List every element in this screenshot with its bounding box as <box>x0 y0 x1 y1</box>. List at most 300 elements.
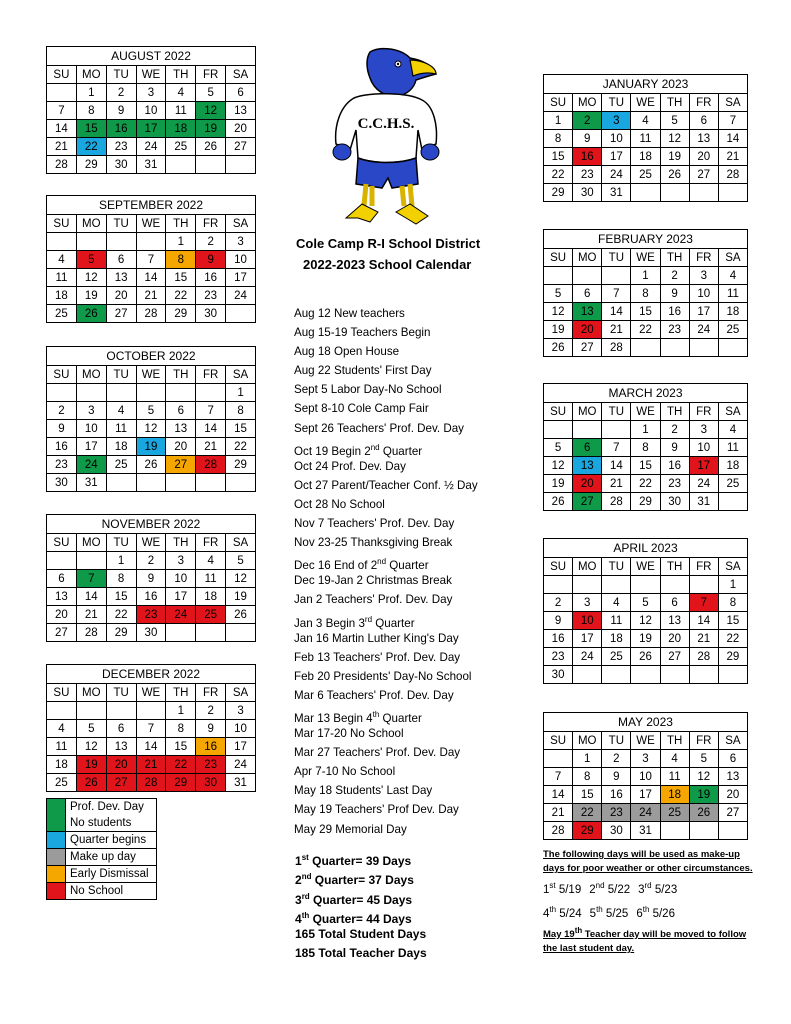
day-cell: 26 <box>76 774 106 792</box>
day-cell: 17 <box>76 438 106 456</box>
day-cell: 30 <box>136 624 166 642</box>
makeup-day: 2nd 5/22 <box>589 881 631 896</box>
day-cell: 25 <box>106 456 136 474</box>
weekday-header: SA <box>226 534 256 552</box>
day-cell: 22 <box>631 321 660 339</box>
day-cell: 21 <box>47 138 77 156</box>
day-cell: 2 <box>660 267 689 285</box>
day-cell: 3 <box>76 402 106 420</box>
color-legend <box>46 798 157 900</box>
day-cell: 14 <box>718 130 747 148</box>
legend-label: No School <box>66 883 157 900</box>
day-cell: 29 <box>76 156 106 174</box>
day-cell: 11 <box>631 130 660 148</box>
day-cell: 24 <box>166 606 196 624</box>
day-cell: 8 <box>106 570 136 588</box>
day-cell: 5 <box>226 552 256 570</box>
quarter-item: 2nd Quarter= 37 Days <box>295 872 414 888</box>
day-cell: 9 <box>196 251 226 269</box>
empty-cell <box>602 267 631 285</box>
makeup-days-section <box>543 848 758 956</box>
weekday-header: SU <box>544 249 573 267</box>
day-cell: 28 <box>602 493 631 511</box>
day-cell: 24 <box>631 804 660 822</box>
empty-cell <box>573 421 602 439</box>
day-cell: 1 <box>573 750 602 768</box>
weekday-header: SU <box>47 534 77 552</box>
day-cell: 15 <box>106 588 136 606</box>
day-cell: 9 <box>136 570 166 588</box>
day-cell: 31 <box>226 774 256 792</box>
day-cell: 25 <box>718 475 747 493</box>
day-cell: 15 <box>166 269 196 287</box>
day-cell: 27 <box>573 339 602 357</box>
empty-cell <box>196 624 226 642</box>
weekday-header: TU <box>602 403 631 421</box>
day-cell: 22 <box>226 438 256 456</box>
day-cell: 14 <box>602 303 631 321</box>
weekday-header: MO <box>76 684 106 702</box>
day-cell: 7 <box>136 251 166 269</box>
day-cell: 12 <box>660 130 689 148</box>
weekday-header: SA <box>226 366 256 384</box>
day-cell: 28 <box>196 456 226 474</box>
month-title: FEBRUARY 2023 <box>544 230 748 249</box>
day-cell: 9 <box>47 420 77 438</box>
calendar-october-2022 <box>46 346 256 492</box>
day-cell: 27 <box>106 305 136 323</box>
day-cell: 20 <box>106 287 136 305</box>
day-cell: 15 <box>226 420 256 438</box>
day-cell: 9 <box>196 720 226 738</box>
day-cell: 11 <box>47 269 77 287</box>
weekday-header: MO <box>573 94 602 112</box>
day-cell: 25 <box>196 606 226 624</box>
empty-cell <box>226 156 256 174</box>
day-cell: 11 <box>47 738 77 756</box>
weekday-header: SA <box>718 249 747 267</box>
day-cell: 27 <box>166 456 196 474</box>
day-cell: 2 <box>47 402 77 420</box>
day-cell: 20 <box>47 606 77 624</box>
day-cell: 6 <box>573 439 602 457</box>
day-cell: 19 <box>196 120 226 138</box>
day-cell: 27 <box>660 648 689 666</box>
weekday-header: MO <box>573 732 602 750</box>
day-cell: 2 <box>544 594 573 612</box>
day-cell: 20 <box>573 475 602 493</box>
weekday-header: WE <box>136 534 166 552</box>
weekday-header: WE <box>631 403 660 421</box>
weekday-header: SU <box>544 94 573 112</box>
day-cell: 30 <box>106 156 136 174</box>
weekday-header: FR <box>196 366 226 384</box>
day-cell: 9 <box>602 768 631 786</box>
weekday-header: MO <box>76 366 106 384</box>
day-cell: 12 <box>544 303 573 321</box>
day-cell: 27 <box>106 774 136 792</box>
empty-cell <box>166 156 196 174</box>
day-cell: 19 <box>660 148 689 166</box>
makeup-day: 5th 5/25 <box>589 904 629 920</box>
day-cell: 10 <box>602 130 631 148</box>
month-title: OCTOBER 2022 <box>47 347 256 366</box>
day-cell: 13 <box>226 102 256 120</box>
day-cell: 18 <box>631 148 660 166</box>
day-cell: 4 <box>47 251 77 269</box>
day-cell: 12 <box>196 102 226 120</box>
makeup-note: The following days will be used as make-up days for poor weather or other circumstances. <box>543 849 753 874</box>
month-title: MAY 2023 <box>544 713 748 732</box>
empty-cell <box>689 184 718 202</box>
day-cell: 7 <box>602 439 631 457</box>
calendar-march-2023 <box>543 383 748 511</box>
day-cell: 2 <box>106 84 136 102</box>
weekday-header: MO <box>76 215 106 233</box>
makeup-day: 1st 5/19 <box>543 881 582 896</box>
event-item: Nov 7 Teachers' Prof. Dev. Day <box>294 517 455 531</box>
day-cell: 17 <box>631 786 660 804</box>
empty-cell <box>136 384 166 402</box>
empty-cell <box>196 156 226 174</box>
day-cell: 29 <box>166 305 196 323</box>
day-cell: 31 <box>602 184 631 202</box>
day-cell: 16 <box>660 303 689 321</box>
day-cell: 7 <box>136 720 166 738</box>
day-cell: 29 <box>544 184 573 202</box>
weekday-header: SU <box>47 66 77 84</box>
day-cell: 5 <box>544 285 573 303</box>
weekday-header: FR <box>196 215 226 233</box>
day-cell: 13 <box>573 303 602 321</box>
day-cell: 1 <box>718 576 747 594</box>
weekday-header: SU <box>544 558 573 576</box>
day-cell: 2 <box>573 112 602 130</box>
day-cell: 20 <box>106 756 136 774</box>
weekday-header: WE <box>631 558 660 576</box>
day-cell: 6 <box>718 750 747 768</box>
event-item: Mar 17-20 No School <box>294 727 404 741</box>
weekday-header: FR <box>689 403 718 421</box>
day-cell: 3 <box>226 233 256 251</box>
month-title: JANUARY 2023 <box>544 75 748 94</box>
day-cell: 20 <box>226 120 256 138</box>
day-cell: 7 <box>718 112 747 130</box>
day-cell: 4 <box>196 552 226 570</box>
day-cell: 2 <box>196 702 226 720</box>
day-cell: 27 <box>226 138 256 156</box>
day-cell: 10 <box>226 720 256 738</box>
empty-cell <box>631 339 660 357</box>
day-cell: 13 <box>47 588 77 606</box>
weekday-header: FR <box>689 94 718 112</box>
calendar-september-2022 <box>46 195 256 323</box>
day-cell: 8 <box>573 768 602 786</box>
empty-cell <box>602 421 631 439</box>
weekday-header: TU <box>602 732 631 750</box>
event-item: Mar 27 Teachers' Prof. Dev. Day <box>294 746 461 760</box>
day-cell: 6 <box>660 594 689 612</box>
day-cell: 18 <box>660 786 689 804</box>
legend-swatch <box>47 866 66 883</box>
day-cell: 23 <box>196 287 226 305</box>
day-cell: 7 <box>689 594 718 612</box>
day-cell: 21 <box>136 756 166 774</box>
event-item: Apr 7-10 No School <box>294 765 396 779</box>
quarter-item: 185 Total Teacher Days <box>295 946 427 961</box>
day-cell: 2 <box>602 750 631 768</box>
day-cell: 25 <box>631 166 660 184</box>
event-item: Oct 27 Parent/Teacher Conf. ½ Day <box>294 478 478 492</box>
day-cell: 19 <box>544 475 573 493</box>
makeup-days-line-1 <box>543 876 758 900</box>
weekday-header: WE <box>136 684 166 702</box>
weekday-header: TU <box>106 534 136 552</box>
day-cell: 22 <box>631 475 660 493</box>
empty-cell <box>718 666 747 684</box>
day-cell: 14 <box>136 269 166 287</box>
day-cell: 5 <box>544 439 573 457</box>
day-cell: 15 <box>631 303 660 321</box>
day-cell: 13 <box>660 612 689 630</box>
day-cell: 13 <box>106 738 136 756</box>
day-cell: 29 <box>573 822 602 840</box>
empty-cell <box>573 267 602 285</box>
month-title: DECEMBER 2022 <box>47 665 256 684</box>
day-cell: 8 <box>718 594 747 612</box>
weekday-header: TH <box>660 94 689 112</box>
day-cell: 21 <box>689 630 718 648</box>
legend-label: Early Dismissal <box>66 866 157 883</box>
event-item: May 18 Students' Last Day <box>294 784 433 798</box>
day-cell: 15 <box>76 120 106 138</box>
day-cell: 16 <box>47 438 77 456</box>
day-cell: 26 <box>544 493 573 511</box>
event-item: Aug 12 New teachers <box>294 307 405 320</box>
day-cell: 20 <box>660 630 689 648</box>
day-cell: 25 <box>718 321 747 339</box>
day-cell: 27 <box>573 493 602 511</box>
empty-cell <box>718 184 747 202</box>
day-cell: 3 <box>166 552 196 570</box>
day-cell: 11 <box>602 612 631 630</box>
day-cell: 22 <box>718 630 747 648</box>
day-cell: 30 <box>660 493 689 511</box>
day-cell: 16 <box>602 786 631 804</box>
day-cell: 14 <box>136 738 166 756</box>
legend-label: Quarter begins <box>66 832 157 849</box>
day-cell: 16 <box>544 630 573 648</box>
day-cell: 14 <box>689 612 718 630</box>
day-cell: 26 <box>76 305 106 323</box>
empty-cell <box>660 576 689 594</box>
calendar-may-2023 <box>543 712 748 840</box>
day-cell: 7 <box>76 570 106 588</box>
day-cell: 4 <box>602 594 631 612</box>
day-cell: 12 <box>136 420 166 438</box>
empty-cell <box>689 576 718 594</box>
weekday-header: TH <box>660 249 689 267</box>
day-cell: 11 <box>106 420 136 438</box>
day-cell: 18 <box>47 756 77 774</box>
weekday-header: SA <box>226 66 256 84</box>
day-cell: 17 <box>602 148 631 166</box>
weekday-header: SA <box>226 215 256 233</box>
day-cell: 18 <box>718 457 747 475</box>
weekday-header: WE <box>631 94 660 112</box>
day-cell: 3 <box>136 84 166 102</box>
day-cell: 5 <box>196 84 226 102</box>
day-cell: 19 <box>689 786 718 804</box>
legend-swatch <box>47 799 66 832</box>
day-cell: 24 <box>226 287 256 305</box>
calendar-december-2022 <box>46 664 256 792</box>
day-cell: 28 <box>718 166 747 184</box>
day-cell: 23 <box>47 456 77 474</box>
weekday-header: WE <box>136 366 166 384</box>
event-item: Jan 16 Martin Luther King's Day <box>294 631 459 645</box>
day-cell: 7 <box>47 102 77 120</box>
empty-cell <box>136 702 166 720</box>
day-cell: 9 <box>660 285 689 303</box>
quarter-item: 1st Quarter= 39 Days <box>295 853 412 868</box>
weekday-header: SU <box>47 366 77 384</box>
event-item: Oct 24 Prof. Dev. Day <box>294 459 406 473</box>
day-cell: 30 <box>602 822 631 840</box>
empty-cell <box>47 384 77 402</box>
empty-cell <box>689 339 718 357</box>
day-cell: 23 <box>602 804 631 822</box>
empty-cell <box>166 384 196 402</box>
day-cell: 22 <box>166 756 196 774</box>
event-item: Sept 8-10 Cole Camp Fair <box>294 402 429 416</box>
day-cell: 9 <box>660 439 689 457</box>
day-cell: 15 <box>718 612 747 630</box>
month-title: MARCH 2023 <box>544 384 748 403</box>
day-cell: 19 <box>544 321 573 339</box>
day-cell: 15 <box>166 738 196 756</box>
day-cell: 15 <box>631 457 660 475</box>
day-cell: 26 <box>689 804 718 822</box>
day-cell: 4 <box>718 421 747 439</box>
day-cell: 7 <box>602 285 631 303</box>
day-cell: 24 <box>226 756 256 774</box>
event-item: Aug 18 Open House <box>294 345 400 359</box>
day-cell: 5 <box>660 112 689 130</box>
empty-cell <box>660 184 689 202</box>
makeup-day: 6th 5/26 <box>636 904 675 920</box>
day-cell: 17 <box>226 269 256 287</box>
day-cell: 21 <box>602 321 631 339</box>
day-cell: 31 <box>136 156 166 174</box>
day-cell: 10 <box>631 768 660 786</box>
day-cell: 16 <box>660 457 689 475</box>
day-cell: 12 <box>544 457 573 475</box>
day-cell: 19 <box>76 756 106 774</box>
day-cell: 31 <box>76 474 106 492</box>
eagle-mascot-logo <box>318 46 450 230</box>
day-cell: 12 <box>76 738 106 756</box>
weekday-header: SU <box>544 732 573 750</box>
day-cell: 14 <box>602 457 631 475</box>
day-cell: 24 <box>76 456 106 474</box>
month-title: SEPTEMBER 2022 <box>47 196 256 215</box>
day-cell: 4 <box>660 750 689 768</box>
empty-cell <box>544 750 573 768</box>
day-cell: 24 <box>689 321 718 339</box>
weekday-header: SA <box>226 684 256 702</box>
day-cell: 16 <box>573 148 602 166</box>
day-cell: 11 <box>166 102 196 120</box>
day-cell: 22 <box>573 804 602 822</box>
legend-swatch <box>47 832 66 849</box>
day-cell: 26 <box>631 648 660 666</box>
weekday-header: FR <box>196 534 226 552</box>
empty-cell <box>166 624 196 642</box>
weekday-header: TU <box>602 249 631 267</box>
empty-cell <box>226 305 256 323</box>
weekday-header: SA <box>718 732 747 750</box>
day-cell: 3 <box>689 421 718 439</box>
day-cell: 11 <box>718 285 747 303</box>
day-cell: 21 <box>718 148 747 166</box>
day-cell: 14 <box>76 588 106 606</box>
day-cell: 20 <box>573 321 602 339</box>
weekday-header: MO <box>76 534 106 552</box>
empty-cell <box>689 822 718 840</box>
day-cell: 16 <box>136 588 166 606</box>
weekday-header: TU <box>602 94 631 112</box>
day-cell: 1 <box>544 112 573 130</box>
day-cell: 1 <box>76 84 106 102</box>
event-item: Nov 23-25 Thanksgiving Break <box>294 536 453 550</box>
day-cell: 26 <box>196 138 226 156</box>
empty-cell <box>718 339 747 357</box>
day-cell: 3 <box>573 594 602 612</box>
day-cell: 23 <box>544 648 573 666</box>
calendar-november-2022 <box>46 514 256 642</box>
day-cell: 11 <box>196 570 226 588</box>
day-cell: 20 <box>166 438 196 456</box>
weekday-header: SU <box>47 215 77 233</box>
day-cell: 6 <box>226 84 256 102</box>
weekday-header: TH <box>166 66 196 84</box>
empty-cell <box>106 384 136 402</box>
day-cell: 10 <box>136 102 166 120</box>
day-cell: 4 <box>718 267 747 285</box>
empty-cell <box>196 384 226 402</box>
weekday-header: TU <box>106 684 136 702</box>
calendar-february-2023 <box>543 229 748 357</box>
day-cell: 17 <box>689 457 718 475</box>
day-cell: 14 <box>544 786 573 804</box>
weekday-header: TU <box>106 66 136 84</box>
empty-cell <box>660 339 689 357</box>
calendar-april-2023 <box>543 538 748 684</box>
day-cell: 30 <box>544 666 573 684</box>
empty-cell <box>226 624 256 642</box>
day-cell: 8 <box>76 102 106 120</box>
weekday-header: TH <box>660 558 689 576</box>
weekday-header: TH <box>660 403 689 421</box>
weekday-header: SA <box>718 403 747 421</box>
day-cell: 27 <box>718 804 747 822</box>
day-cell: 17 <box>689 303 718 321</box>
day-cell: 22 <box>166 287 196 305</box>
day-cell: 17 <box>573 630 602 648</box>
day-cell: 4 <box>47 720 77 738</box>
event-item: Oct 19 Begin 2nd Quarter <box>294 442 423 458</box>
